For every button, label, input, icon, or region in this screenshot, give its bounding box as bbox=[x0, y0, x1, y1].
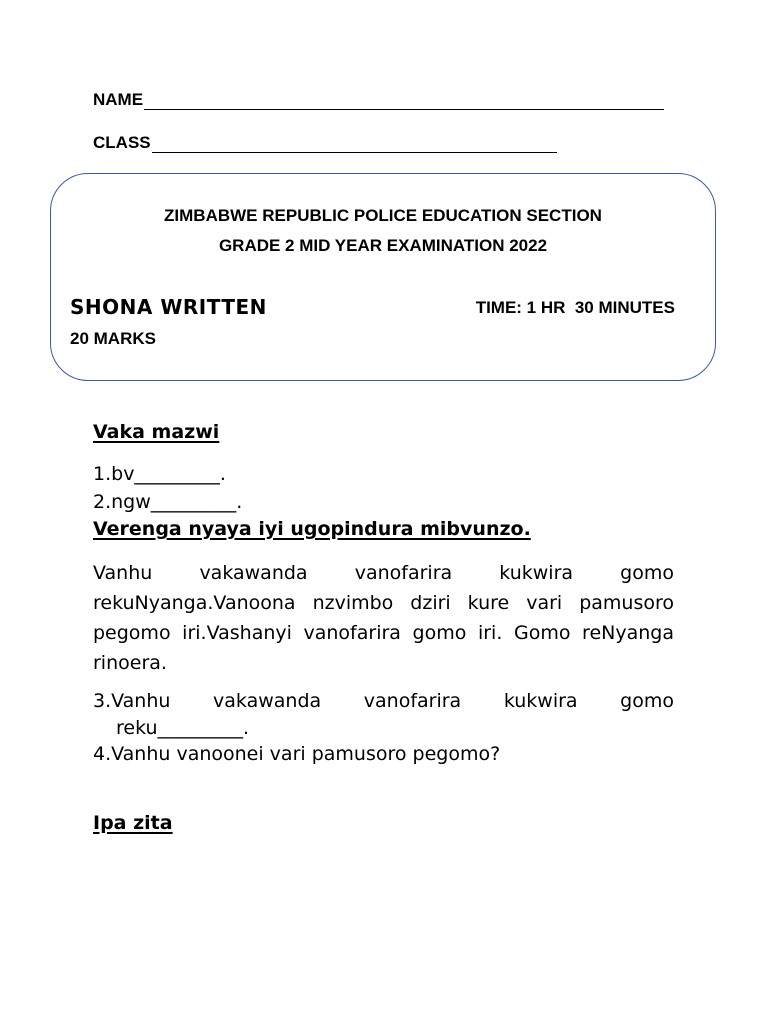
heading-verenga: Verenga nyaya iyi ugopindura mibvunzo. bbox=[93, 518, 531, 540]
exam-time: TIME: 1 HR 30 MINUTES bbox=[475, 298, 675, 317]
name-blank[interactable] bbox=[144, 93, 664, 110]
question-4: 4.Vanhu vanoonei vari pamusoro pegomo? bbox=[93, 743, 501, 765]
heading-vaka-mazwi: Vaka mazwi bbox=[93, 421, 220, 443]
class-blank[interactable] bbox=[152, 136, 557, 153]
question-3-line-2: reku_________. bbox=[116, 717, 250, 739]
exam-header-box bbox=[50, 173, 716, 381]
reading-passage: Vanhu vakawanda vanofarira kukwira gomo rekuNyanga.Vanoona nzvimbo dziri kure vari pamusoro pegomo iri.Vashanyi vanofarira gomo iri. Gomo reNyanga rinoera. bbox=[93, 562, 674, 674]
exam-marks: 20 MARKS bbox=[70, 329, 156, 348]
exam-title: GRADE 2 MID YEAR EXAMINATION 2022 bbox=[218, 236, 548, 255]
subject-title: SHONA WRITTEN bbox=[70, 295, 267, 319]
question-2: 2.ngw_________. bbox=[93, 491, 243, 513]
question-3-line-1: 3.Vanhu vakawanda vanofarira kukwira gomo bbox=[93, 690, 674, 712]
name-field[interactable] bbox=[93, 90, 664, 110]
organization-title: ZIMBABWE REPUBLIC POLICE EDUCATION SECTION bbox=[164, 206, 602, 225]
question-1: 1.bv_________. bbox=[93, 463, 226, 485]
heading-ipa-zita: Ipa zita bbox=[93, 812, 173, 834]
name-label: NAME bbox=[93, 90, 144, 109]
class-field[interactable] bbox=[93, 133, 557, 153]
class-label: CLASS bbox=[93, 133, 151, 152]
